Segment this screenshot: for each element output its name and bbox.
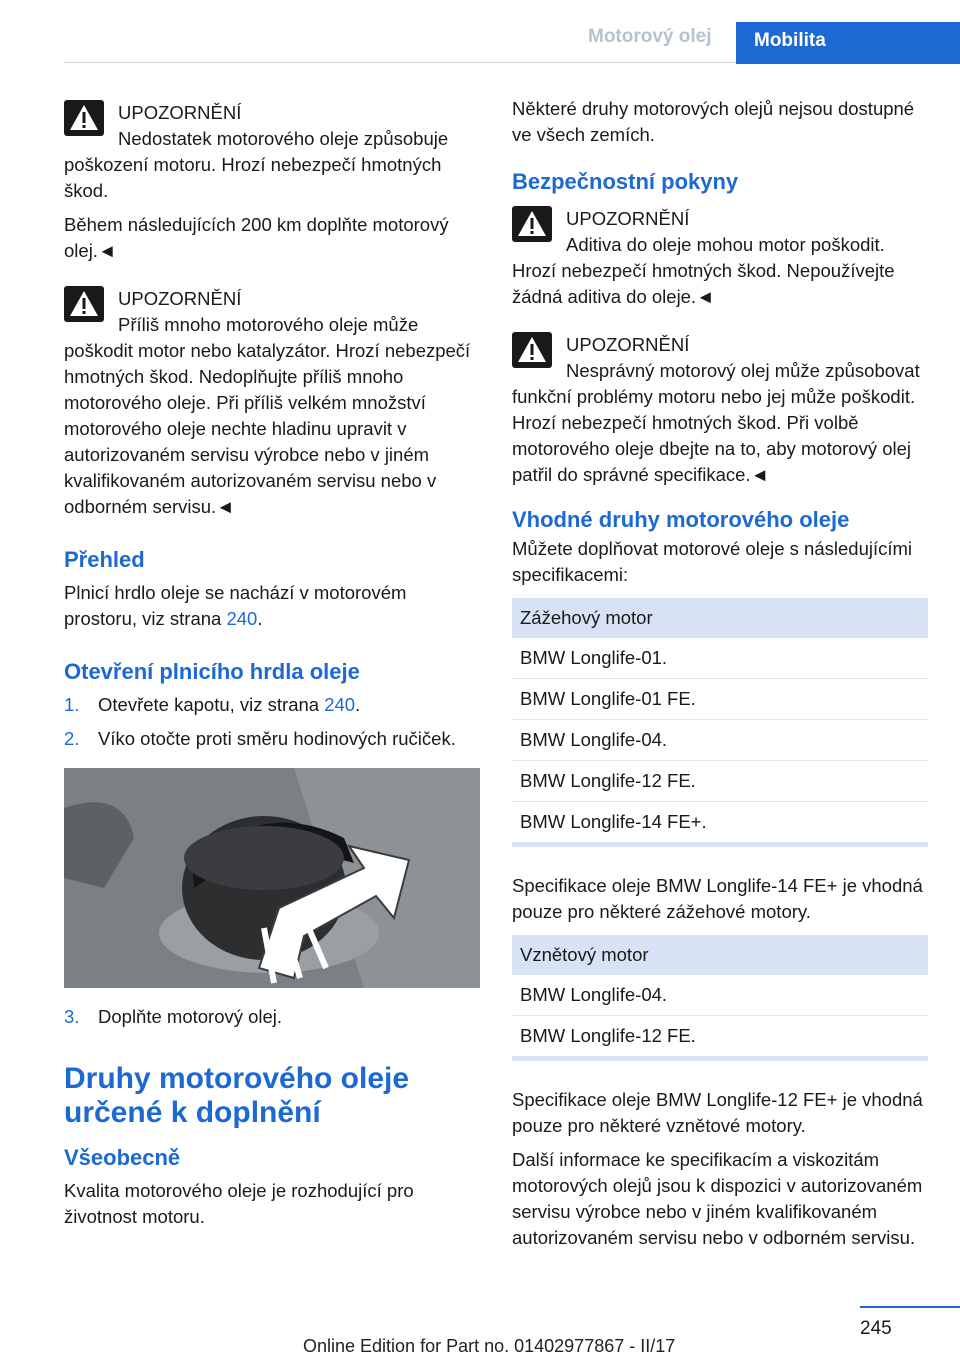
warning-triangle-icon — [64, 100, 104, 136]
left-column — [64, 96, 480, 1238]
step-text: Doplňte motorový olej. — [98, 1006, 283, 1027]
step-item — [64, 692, 480, 718]
overview-text-end: . — [257, 608, 263, 629]
chapter-heading: Druhy motorového oleje určené k doplnění — [64, 1062, 410, 1129]
warning-box — [512, 202, 928, 310]
general-text: Kvalita motorového oleje je rozhodující pro životnost motoru. — [64, 1180, 414, 1227]
step-text-end: . — [355, 694, 361, 715]
step-item — [64, 1004, 480, 1030]
right-column — [512, 96, 928, 1259]
oil-cap-photo — [64, 768, 480, 988]
page-link[interactable]: 240 — [324, 694, 356, 715]
table-row: BMW Longlife-14 FE+. — [512, 802, 928, 845]
warning-box — [64, 96, 480, 264]
table-header: Zážehový motor — [512, 598, 928, 638]
section-heading-safety: Bezpečnostní pokyny — [512, 169, 739, 194]
step-number: 2. — [64, 728, 80, 749]
warning-text: Nesprávný motorový olej může způsobovat funkční problémy motoru nebo jej může poškodit. Hrozí nebezpečí hmotných škod. Při volbě motorového oleje dbejte na to, aby motorový olej patřil do správné specifikace.◄ — [512, 360, 920, 485]
warning-text: Během následujících 200 km doplňte motorový olej.◄ — [64, 214, 449, 261]
warning-title: UPOZORNĚNÍ — [566, 334, 690, 355]
warning-title: UPOZORNĚNÍ — [118, 102, 242, 123]
step-number: 1. — [64, 694, 80, 715]
diesel-note: Specifikace oleje BMW Longlife-12 FE+ je vhodná pouze pro některé vznětové motory. — [512, 1089, 923, 1136]
warning-triangle-icon — [64, 286, 104, 322]
header-section-title: Motorový olej — [588, 26, 712, 47]
page-link[interactable]: 240 — [226, 608, 258, 629]
warning-triangle-icon — [512, 332, 552, 368]
warning-title: UPOZORNĚNÍ — [118, 288, 242, 309]
table-row: BMW Longlife-12 FE. — [512, 761, 928, 802]
warning-box — [64, 282, 480, 520]
step-number: 3. — [64, 1006, 80, 1027]
diesel-spec-table — [512, 935, 928, 1061]
footer-rule — [860, 1306, 960, 1308]
section-heading-general: Všeobecně — [64, 1145, 181, 1170]
more-info-text: Další informace ke specifikacím a viskozitám motorových olejů jsou k dispozici v autorizovaném servisu výrobce nebo v jiném kvalifikovaném autorizovaném servisu nebo v odborném servisu. — [512, 1149, 923, 1248]
table-row: BMW Longlife-04. — [512, 975, 928, 1016]
step-list — [64, 1004, 480, 1030]
edition-footer: Online Edition for Part no. 01402977867 - II/17 — [303, 1336, 676, 1356]
section-heading-opening: Otevření plnicího hrdla oleje — [64, 659, 360, 684]
table-row: BMW Longlife-12 FE. — [512, 1016, 928, 1059]
table-row: BMW Longlife-01 FE. — [512, 679, 928, 720]
petrol-note: Specifikace oleje BMW Longlife-14 FE+ je vhodná pouze pro některé zážehové motory. — [512, 875, 923, 922]
warning-title: UPOZORNĚNÍ — [566, 208, 690, 229]
warning-box — [512, 328, 928, 488]
page-number: 245 — [860, 1318, 892, 1339]
warning-triangle-icon — [512, 206, 552, 242]
suitable-intro: Můžete doplňovat motorové oleje s následujícími specifikacemi: — [512, 538, 913, 585]
table-header: Vznětový motor — [512, 935, 928, 975]
header-chapter-tab[interactable]: Mobilita — [736, 22, 960, 64]
table-row: BMW Longlife-01. — [512, 638, 928, 679]
step-item — [64, 726, 480, 752]
table-row: BMW Longlife-04. — [512, 720, 928, 761]
availability-text: Některé druhy motorových olejů nejsou dostupné ve všech zemích. — [512, 98, 915, 145]
section-heading-overview: Přehled — [64, 547, 145, 572]
warning-text: Aditiva do oleje mohou motor poškodit. Hrozí nebezpečí hmotných škod. Nepoužívejte žádná aditiva do oleje.◄ — [512, 234, 895, 307]
step-text: Víko otočte proti směru hodinových ručiček. — [98, 728, 456, 749]
petrol-spec-table — [512, 598, 928, 847]
warning-text: Nedostatek motorového oleje způsobuje poškození motoru. Hrozí nebezpečí hmotných škod. — [64, 128, 449, 201]
overview-text — [64, 580, 480, 632]
section-heading-suitable: Vhodné druhy motorového oleje — [512, 507, 850, 532]
warning-text: Příliš mnoho motorového oleje může poškodit motor nebo katalyzátor. Hrozí nebezpečí hmotných škod. Nedoplňujte příliš mnoho motorového oleje. Při příliš velkém množství motorového oleje nechte hladinu upravit v autorizovaném servisu výrobce nebo v jiném kvalifikovaném autorizovaném servisu nebo v odborném servisu.◄ — [64, 314, 471, 517]
step-list — [64, 692, 480, 752]
overview-text-body: Plnicí hrdlo oleje se nachází v motorovém prostoru, viz strana — [64, 582, 407, 629]
step-text: Otevřete kapotu, viz strana — [98, 694, 325, 715]
